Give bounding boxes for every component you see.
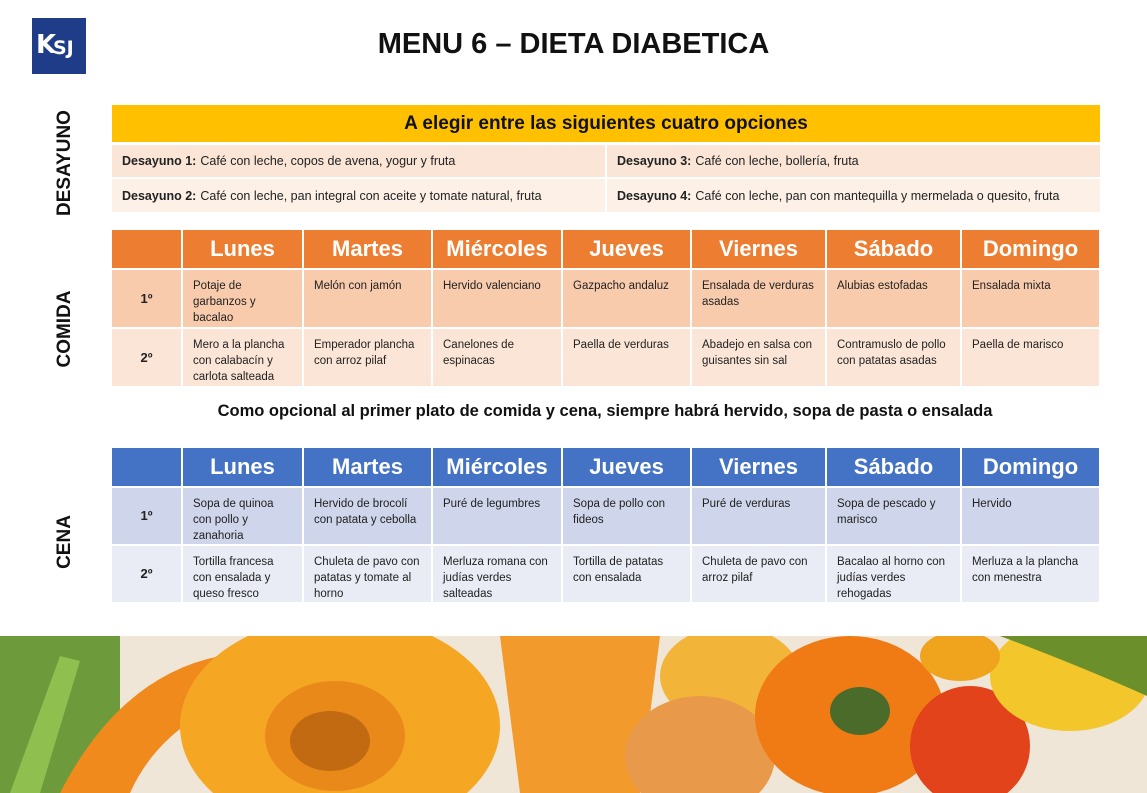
menu-cell: Hervido xyxy=(962,488,1099,544)
day-header: Jueves xyxy=(563,230,690,268)
lunch-header-row xyxy=(112,230,1099,268)
breakfast-option-4 xyxy=(607,179,1100,212)
breakfast-heading: A elegir entre las siguientes cuatro opciones xyxy=(112,105,1100,142)
day-header: Jueves xyxy=(563,448,690,486)
table-row xyxy=(112,488,1099,544)
logo-sj: SJ xyxy=(53,37,74,59)
menu-cell: Puré de verduras xyxy=(692,488,825,544)
breakfast-option-1 xyxy=(112,145,605,177)
side-label-dinner: CENA xyxy=(54,515,75,569)
day-header: Miércoles xyxy=(433,448,561,486)
menu-cell: Ensalada mixta xyxy=(962,270,1099,327)
dinner-header-row xyxy=(112,448,1099,486)
day-header: Sábado xyxy=(827,230,960,268)
lunch-table xyxy=(110,228,1101,388)
menu-cell: Paella de verduras xyxy=(563,329,690,386)
menu-cell: Sopa de pescado y marisco xyxy=(827,488,960,544)
breakfast-option-label: Desayuno 1: xyxy=(122,154,197,168)
menu-cell: Gazpacho andaluz xyxy=(563,270,690,327)
menu-cell: Sopa de pollo con fideos xyxy=(563,488,690,544)
menu-cell: Contramuslo de pollo con patatas asadas xyxy=(827,329,960,386)
menu-cell: Merluza romana con judías verdes salteadas xyxy=(433,546,561,602)
menu-cell: Alubias estofadas xyxy=(827,270,960,327)
menu-cell: Mero a la plancha con calabacín y carlota salteada xyxy=(183,329,302,386)
row-number: 2º xyxy=(112,546,181,602)
breakfast-option-text: Café con leche, pan integral con aceite y tomate natural, fruta xyxy=(200,188,542,203)
menu-cell: Emperador plancha con arroz pilaf xyxy=(304,329,431,386)
day-header: Sábado xyxy=(827,448,960,486)
table-row xyxy=(112,329,1099,386)
menu-cell: Chuleta de pavo con arroz pilaf xyxy=(692,546,825,602)
corner-cell xyxy=(112,448,181,486)
side-label-lunch: COMIDA xyxy=(54,290,75,368)
day-header: Lunes xyxy=(183,230,302,268)
row-number: 2º xyxy=(112,329,181,386)
day-header: Domingo xyxy=(962,448,1099,486)
breakfast-option-text: Café con leche, copos de avena, yogur y fruta xyxy=(200,154,456,168)
breakfast-option-label: Desayuno 3: xyxy=(617,154,692,168)
breakfast-option-label: Desayuno 2: xyxy=(122,188,197,203)
table-row xyxy=(112,546,1099,602)
menu-cell: Chuleta de pavo con patatas y tomate al horno xyxy=(304,546,431,602)
day-header: Lunes xyxy=(183,448,302,486)
menu-cell: Ensalada de verduras asadas xyxy=(692,270,825,327)
breakfast-option-2 xyxy=(112,179,605,212)
day-header: Viernes xyxy=(692,448,825,486)
day-header: Domingo xyxy=(962,230,1099,268)
menu-cell: Canelones de espinacas xyxy=(433,329,561,386)
side-label-breakfast: DESAYUNO xyxy=(54,110,75,216)
menu-cell: Sopa de quinoa con pollo y zanahoria xyxy=(183,488,302,544)
day-header: Martes xyxy=(304,230,431,268)
menu-cell: Bacalao al horno con judías verdes rehogadas xyxy=(827,546,960,602)
menu-cell: Puré de legumbres xyxy=(433,488,561,544)
menu-cell: Tortilla de patatas con ensalada xyxy=(563,546,690,602)
dinner-table xyxy=(110,446,1101,604)
optional-note: Como opcional al primer plato de comida y cena, siempre habrá hervido, sopa de pasta o ensalada xyxy=(217,402,993,420)
vegetables-photo xyxy=(0,636,1147,793)
day-header: Martes xyxy=(304,448,431,486)
breakfast-option-text: Café con leche, pan con mantequilla y mermelada o quesito, fruta xyxy=(695,188,1060,203)
menu-cell: Melón con jamón xyxy=(304,270,431,327)
menu-cell: Hervido valenciano xyxy=(433,270,561,327)
breakfast-option-3 xyxy=(607,145,1100,177)
row-number: 1º xyxy=(112,488,181,544)
menu-cell: Tortilla francesa con ensalada y queso fresco xyxy=(183,546,302,602)
breakfast-section xyxy=(112,105,1100,212)
menu-cell: Hervido de brocolí con patata y cebolla xyxy=(304,488,431,544)
breakfast-option-text: Café con leche, bollería, fruta xyxy=(695,154,859,168)
breakfast-option-label: Desayuno 4: xyxy=(617,188,692,203)
day-header: Miércoles xyxy=(433,230,561,268)
menu-cell: Abadejo en salsa con guisantes sin sal xyxy=(692,329,825,386)
logo-k: K xyxy=(36,30,57,60)
page-title: MENU 6 – DIETA DIABETICA xyxy=(377,28,770,60)
table-row xyxy=(112,270,1099,327)
corner-cell xyxy=(112,230,181,268)
vegetables-illustration xyxy=(0,636,1147,793)
row-number: 1º xyxy=(112,270,181,327)
day-header: Viernes xyxy=(692,230,825,268)
menu-cell: Paella de marisco xyxy=(962,329,1099,386)
menu-cell: Merluza a la plancha con menestra xyxy=(962,546,1099,602)
menu-cell: Potaje de garbanzos y bacalao xyxy=(183,270,302,327)
